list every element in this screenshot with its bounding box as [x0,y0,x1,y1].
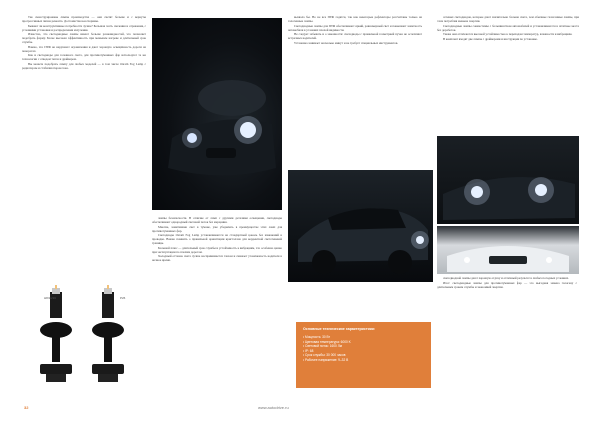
paragraph: Важно, что ПТФ не нарушают ограничения и дают хорошую освещённость дороги на поворотах. [22,44,146,53]
page-footer [0,402,600,414]
paragraph: Вы можете подобрать лампу для любых моделей — в том числе Osram Fog Lamp с радиатором и стабилизатором тока. [22,62,146,71]
photo-car-side-night [288,170,433,282]
article-column-3 [288,15,422,165]
paragraph: Светодиодные лампы для ПТФ обеспечивают яркий, равномерный свет и повышают заметность автомобиля в условиях плохой видимости. [288,23,422,32]
paragraph: Также они отличаются высокой устойчивостью к перепадам температур, влажности и вибрациям. [443,32,573,37]
paragraph: Установка занимает несколько минут и не требует специальных инструментов. [294,40,399,45]
paragraph: светодиодной лампы дают хорошую отдачу и отличный результат в любых погодных условиях. [443,276,569,280]
article-column-2 [152,216,282,388]
paragraph: Большой плюс — длительный срок службы и устойчивость к вибрациям, что особенно ценно при эксплуатации по плохим дорогам. [152,245,282,254]
specs-item: • Срок службы: 30 000 часов [303,353,424,358]
paragraph: Светодиоды Osram Fog Lamp устанавливаются на стандартный цоколь без изменений в проводке. Важно помнить о правильной ориентации кристаллов для корректной светотеневой границы. [152,233,282,246]
specs-item: • Цветовая температура: 6000 K [303,340,424,345]
bulb-caption-left: H8/11/16 [44,296,56,300]
paragraph: Известно, что светодиодные лампы имеют больше разновидностей, что позволяет подобрать форму. Более высокая эффективность при меньшем нагреве и длительный срок службы. [22,32,146,45]
paragraph: вызвала бы. Но не все ПТФ годятся, так как некоторые рефлекторы рассчитаны только на галогенные лампы. [288,15,422,24]
specs-item: • Световой поток: 1600 Лм [303,344,424,349]
specs-title: Основные технические характеристики: [303,327,376,331]
specs-item: • Мощность: 30 Вт [303,335,424,340]
bulb-caption-right: P26 [120,296,126,300]
photo-car-front-night [152,18,282,210]
paragraph: Многие, заметившие свет в тумане, уже убедились в преимуществе этих ламп для противотуманных фар. [152,224,282,233]
paragraph: Как и светодиоды для головного света, для противотуманных фар используют те же технологии с отводом тепла и драйвером. [22,53,146,62]
paragraph: лампы безопасности. В отличие от ламп с другими деталями освещения, светодиоды обеспечивают однородный световой поток без мерцания. [152,216,282,225]
paragraph: Бывают ли конструктивные потребности лучше? Большая часть свечения и отражения, с условиями установки и распределения излучения. [22,23,146,32]
specs-box [296,322,431,388]
photo-headlights-night [437,136,579,224]
paragraph: Не следует забывать и о законности: светодиоды с правильной геометрией пучка не ослепляют встречных водителей. [288,32,422,41]
paragraph: В комплект входят две лампы с драйверами и инструкция по установке. [443,36,538,41]
specs-list [303,335,424,363]
footer-url[interactable]: www.autodrive.ru [258,405,289,410]
photo-car-front-white [437,226,579,274]
paragraph: Итог: светодиодные лампы для противотуманных фар — это выгодная замена галогену с длительным сроком службы и экономией энергии. [437,280,577,289]
specs-item: • IP: 68 [303,349,424,354]
article-column-4 [437,15,579,133]
paragraph: сетевых светодиодов, которые дают значительно больше света, чем обычные галогенные лампы, при этом потребляя меньше энергии. [437,15,579,24]
paragraph: Светодиодные лампы совместимы с большинством автомобилей и устанавливаются в штатные места без доработок. [437,23,579,32]
paragraph: Так сконструированы лампы производства — они светят больше и с вернуты прогрессивных чипов ремонта. Достоинства неоспоримы. [22,15,146,24]
paragraph: Холодный оттенок света лучше воспринимается глазом и снижает утомляемость водителя в ночное время. [152,254,282,263]
specs-item: • Рабочее напряжение: 9–32 В [303,358,424,363]
article-column-5 [437,276,577,386]
article-column-1 [22,15,146,279]
led-bulbs-figure [22,282,146,394]
page-number: 32 [24,405,29,410]
led-bulbs-image [22,282,146,394]
